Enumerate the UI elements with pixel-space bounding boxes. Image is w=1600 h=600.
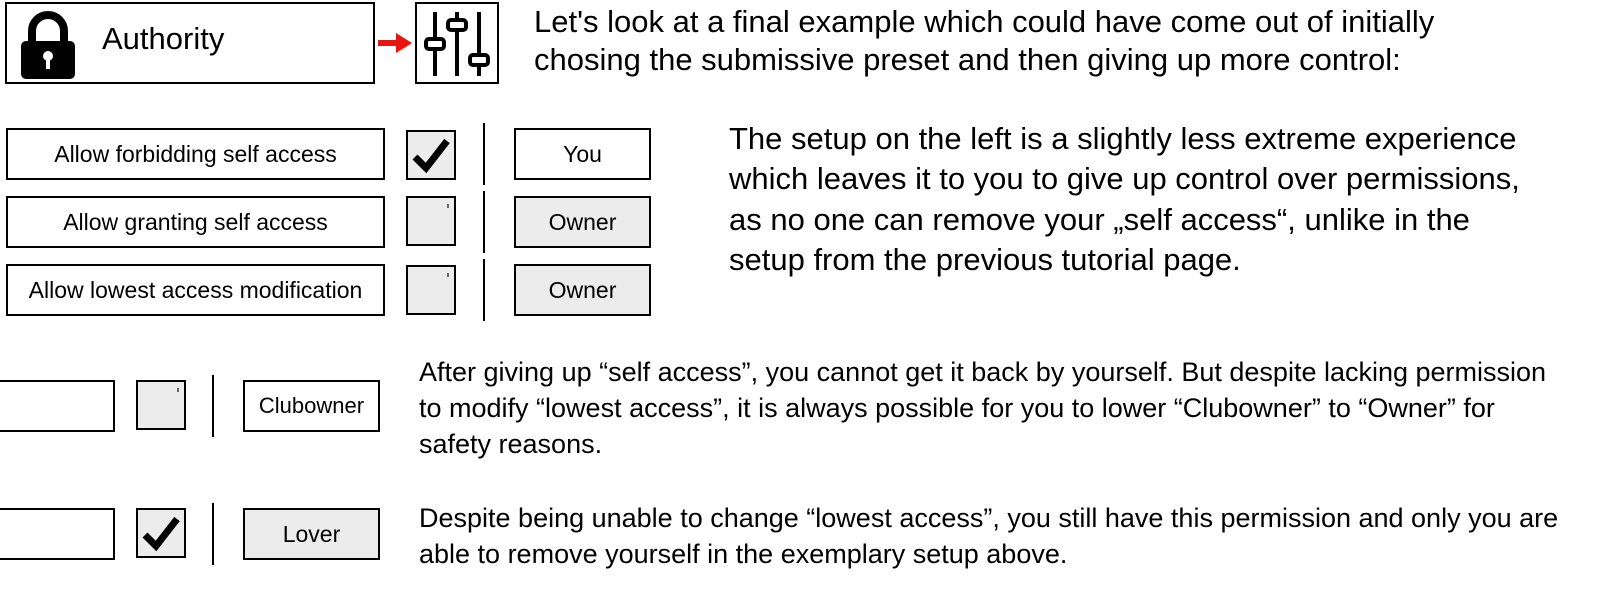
authority-field[interactable] xyxy=(5,2,375,84)
example-level-clubowner[interactable]: Clubowner xyxy=(243,380,380,432)
permission-level-forbid-self-access[interactable]: You xyxy=(514,128,651,180)
column-divider xyxy=(212,503,214,565)
setup-explanation-text: The setup on the left is a slightly less extreme experience which leaves it to you to give up control over permissions, as no one can remove your „self access“, unlike in the setup from the previous tutorial page. xyxy=(729,121,1520,277)
permission-checkbox-lowest-access-modification[interactable] xyxy=(406,265,456,315)
permission-label-forbid-self-access: Allow forbidding self access xyxy=(6,128,385,180)
example-text-lover: Despite being unable to change “lowest access”, you still have this permission and only you are able to remove yourself in the exemplary setup above. xyxy=(419,503,1559,569)
lock-icon xyxy=(15,9,81,81)
example-label-box-clubowner xyxy=(0,380,115,432)
permission-level-grant-self-access[interactable]: Owner xyxy=(514,196,651,248)
checkbox-mark xyxy=(447,273,449,277)
settings-sliders-button[interactable] xyxy=(415,2,499,84)
authority-label: Authority xyxy=(102,21,225,56)
checkmark-icon xyxy=(140,512,182,554)
column-divider xyxy=(483,259,485,321)
example-checkbox-clubowner[interactable] xyxy=(136,380,186,430)
column-divider xyxy=(483,191,485,253)
example-level-lover[interactable]: Lover xyxy=(243,508,380,560)
example-text-clubowner: After giving up “self access”, you cannot get it back by yourself. But despite lacking permission to modify “lowest access”, it is always possible for you to lower “Clubowner” to “Owner” for safety reasons. xyxy=(419,357,1547,459)
sliders-icon xyxy=(421,8,493,80)
column-divider xyxy=(212,375,214,437)
right-arrow-icon xyxy=(378,33,412,53)
example-label-box-lover xyxy=(0,508,115,560)
example-checkbox-lover[interactable] xyxy=(136,508,186,558)
permission-level-lowest-access-modification[interactable]: Owner xyxy=(514,264,651,316)
checkmark-icon xyxy=(410,134,452,176)
permission-checkbox-forbid-self-access[interactable] xyxy=(406,130,456,180)
column-divider xyxy=(483,123,485,185)
checkbox-mark xyxy=(447,204,449,208)
intro-text: Let's look at a final example which could have come out of initially chosing the submissive preset and then giving up more control: xyxy=(534,4,1435,77)
permission-label-grant-self-access: Allow granting self access xyxy=(6,196,385,248)
permission-checkbox-grant-self-access[interactable] xyxy=(406,196,456,246)
permission-label-lowest-access-modification: Allow lowest access modification xyxy=(6,264,385,316)
checkbox-mark xyxy=(177,388,179,392)
